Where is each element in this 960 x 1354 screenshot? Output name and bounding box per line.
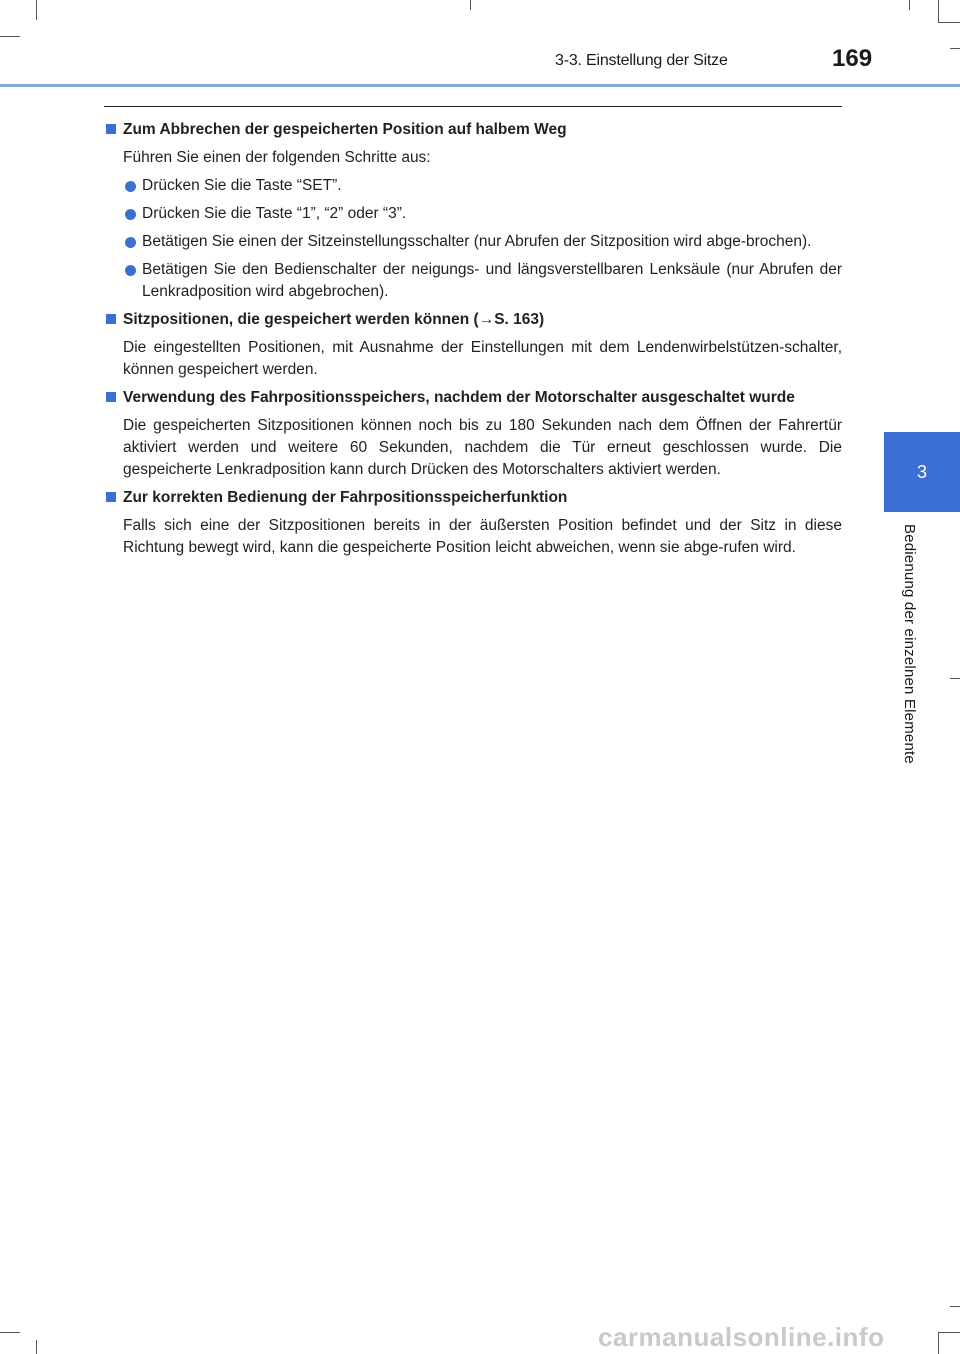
section-title: Zur korrekten Bedienung der Fahrpositionsspeicherfunktion bbox=[123, 489, 568, 506]
section-heading bbox=[104, 487, 842, 509]
circle-bullet-icon bbox=[125, 237, 136, 248]
square-bullet-icon bbox=[106, 314, 116, 324]
crop-mark bbox=[0, 36, 20, 37]
section-after-engine-off bbox=[104, 387, 842, 481]
crop-mark bbox=[950, 48, 960, 49]
crop-mark bbox=[938, 0, 939, 22]
section-intro: Führen Sie einen der folgenden Schritte aus: bbox=[123, 149, 431, 166]
section-header: 3-3. Einstellung der Sitze bbox=[555, 52, 728, 69]
square-bullet-icon bbox=[106, 492, 116, 502]
list-item bbox=[123, 203, 842, 225]
section-body: Die eingestellten Positionen, mit Ausnahme der Einstellungen mit dem Lendenwirbelstützen-schalter, können gespeichert werden. bbox=[123, 339, 842, 378]
watermark: carmanualsonline.info bbox=[598, 1322, 885, 1352]
page-content bbox=[104, 119, 842, 565]
crop-mark bbox=[36, 1340, 37, 1354]
page-number: 169 bbox=[832, 45, 873, 72]
square-bullet-icon bbox=[106, 392, 116, 402]
circle-bullet-icon bbox=[125, 265, 136, 276]
page-reference-link[interactable]: S. 163) bbox=[494, 311, 545, 328]
section-storable-positions bbox=[104, 309, 842, 381]
chapter-number: 3 bbox=[916, 461, 927, 482]
section-title: Verwendung des Fahrpositionsspeichers, nachdem der Motorschalter ausgeschaltet wurde bbox=[123, 389, 795, 406]
list-item-text: Betätigen Sie einen der Sitzeinstellungsschalter (nur Abrufen der Sitzposition wird abge-brochen). bbox=[142, 233, 812, 250]
list-item-text: Drücken Sie die Taste “1”, “2” oder “3”. bbox=[142, 205, 407, 222]
section-heading bbox=[104, 387, 842, 409]
section-body: Die gespeicherten Sitzpositionen können noch bis zu 180 Sekunden nach dem Öffnen der Fahrertür aktiviert werden und weitere 60 Sekunden, nachdem die Tür erneut geschlossen wurde. Die gespeicherte Lenkradposition kann durch Drücken des Motorschalters aktiviert werden. bbox=[123, 417, 842, 478]
chapter-label: Bedienung der einzelnen Elemente bbox=[901, 524, 918, 764]
crop-mark bbox=[36, 0, 37, 20]
section-cancel-position bbox=[104, 119, 842, 303]
list-item bbox=[123, 231, 842, 253]
square-bullet-icon bbox=[106, 124, 116, 134]
crop-mark bbox=[950, 1306, 960, 1307]
circle-bullet-icon bbox=[125, 209, 136, 220]
arrow-right-icon: → bbox=[478, 311, 495, 328]
chapter-tab bbox=[884, 432, 960, 512]
crop-mark bbox=[909, 0, 910, 10]
list-item bbox=[123, 259, 842, 303]
list-item-text: Betätigen Sie den Bedienschalter der neigungs- und längsverstellbaren Lenksäule (nur Abrufen der Lenkradposition wird abgebrochen). bbox=[142, 261, 842, 300]
crop-mark bbox=[938, 1332, 939, 1354]
crop-mark bbox=[470, 0, 471, 10]
section-title: Zum Abbrechen der gespeicherten Position auf halbem Weg bbox=[123, 121, 567, 138]
crop-mark bbox=[938, 22, 960, 23]
crop-mark bbox=[950, 678, 960, 679]
section-heading bbox=[104, 119, 842, 141]
section-correct-operation bbox=[104, 487, 842, 559]
list-item bbox=[123, 175, 842, 197]
list-item-text: Drücken Sie die Taste “SET”. bbox=[142, 177, 342, 194]
section-title: Sitzpositionen, die gespeichert werden können ( bbox=[123, 311, 479, 328]
content-rule bbox=[104, 106, 842, 107]
section-body: Falls sich eine der Sitzpositionen bereits in der äußersten Position befindet und der Sitz in diese Richtung bewegt wird, kann die gespeicherte Position leicht abweichen, wenn sie abge-rufen wird. bbox=[123, 517, 842, 556]
circle-bullet-icon bbox=[125, 181, 136, 192]
crop-mark bbox=[0, 1332, 20, 1333]
crop-mark bbox=[938, 1332, 960, 1333]
section-heading bbox=[104, 309, 842, 331]
header-rule bbox=[0, 84, 960, 87]
